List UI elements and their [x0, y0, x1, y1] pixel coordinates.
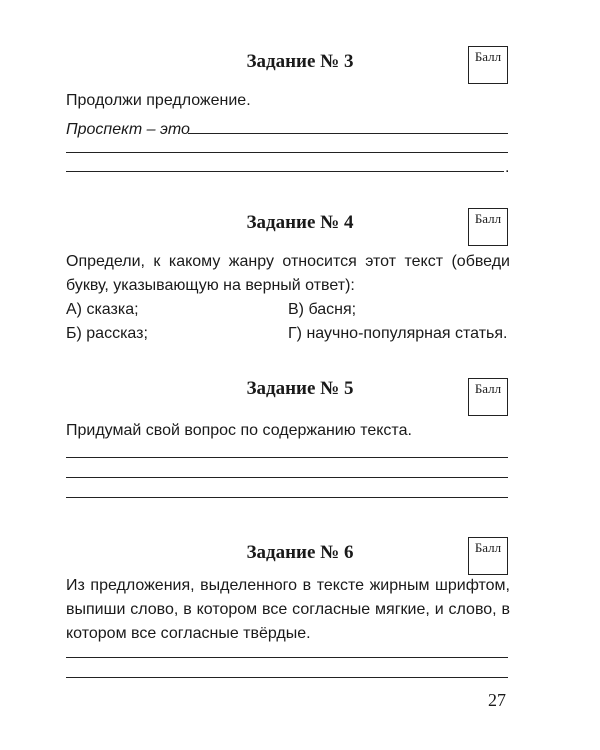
task-3-title: Задание № 3	[246, 51, 354, 72]
task-3-answer-line-1[interactable]	[188, 133, 508, 134]
task-3-line-period: .	[505, 159, 510, 176]
task-3-answer-line-2[interactable]	[66, 152, 508, 153]
task-5-answer-line-1[interactable]	[66, 457, 508, 458]
task-6-title: Задание № 6	[246, 542, 354, 563]
task-4-option-v[interactable]: В) басня;	[288, 301, 357, 318]
task-3-instruction: Продолжи предложение.	[66, 92, 251, 109]
task-5-title: Задание № 5	[246, 378, 354, 399]
task-4-option-b[interactable]: Б) рассказ;	[66, 325, 148, 342]
task-6-instruction: Из предложения, выделенного в тексте жирным шрифтом, выпиши слово, в котором все согласные мягкие, и слово, в котором все согласные твёрдые.	[66, 577, 510, 642]
task-5-answer-line-2[interactable]	[66, 477, 508, 478]
task-5-score-box[interactable]: Балл	[468, 378, 508, 416]
task-3-score-box[interactable]: Балл	[468, 46, 508, 84]
task-3-prompt: Проспект – это	[66, 121, 190, 138]
task-5-answer-line-3[interactable]	[66, 497, 508, 498]
task-4-score-box[interactable]: Балл	[468, 208, 508, 246]
task-5-instruction: Придумай свой вопрос по содержанию текста.	[66, 422, 412, 439]
page-number: 27	[488, 690, 506, 710]
task-6-answer-line-2[interactable]	[66, 677, 508, 678]
task-4-instruction: Определи, к какому жанру относится этот текст (обведи букву, указывающую на верный ответ):	[66, 253, 510, 294]
task-4-option-a[interactable]: А) сказка;	[66, 301, 139, 318]
task-6-answer-line-1[interactable]	[66, 657, 508, 658]
task-6-score-box[interactable]: Балл	[468, 537, 508, 575]
task-3-answer-line-3[interactable]	[66, 171, 504, 172]
task-4-option-g[interactable]: Г) научно-популярная статья.	[288, 325, 508, 342]
task-4-title: Задание № 4	[246, 212, 354, 233]
